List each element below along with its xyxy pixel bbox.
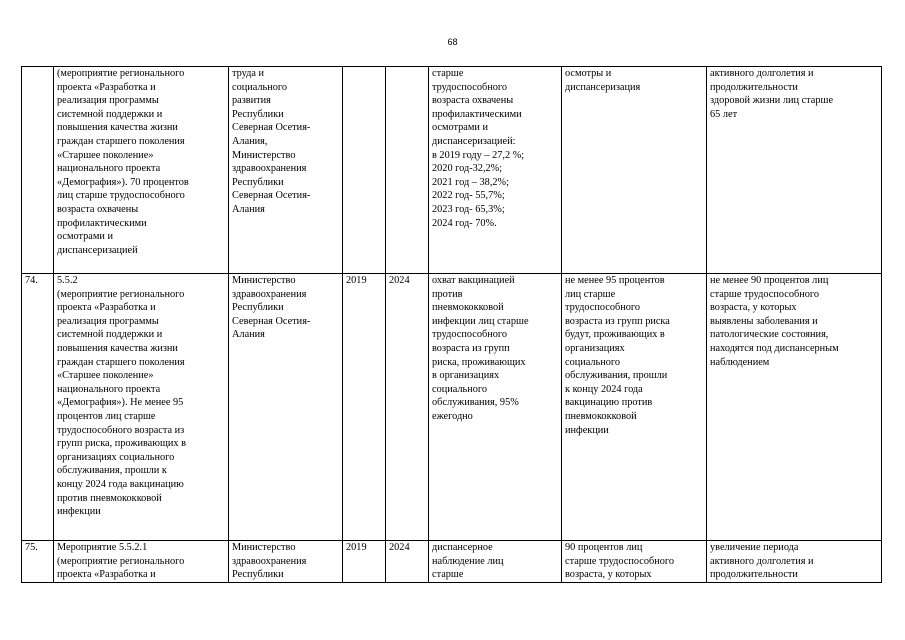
- cell-text-line: (мероприятие регионального: [57, 288, 185, 300]
- cell-text-line: социального: [432, 383, 488, 395]
- measures-table: [21, 66, 882, 583]
- cell-text-line: трудоспособного: [432, 81, 507, 93]
- cell-text-line: диспансеризацией: [57, 244, 138, 256]
- cell-text-line: возраста охвачены: [57, 203, 139, 215]
- cell-event: [54, 541, 229, 583]
- cell-text-line: национального проекта: [57, 163, 161, 175]
- cell-text-line: Северная Осетия-: [232, 122, 311, 134]
- cell-text-line: здравоохранения: [232, 288, 307, 300]
- cell-text-line: пневмококковой: [565, 410, 637, 422]
- cell-text-line: повышения качества жизни: [57, 122, 178, 134]
- cell-text-line: 65 лет: [710, 108, 738, 120]
- cell-text-line: обслуживания, прошли: [565, 370, 668, 382]
- cell-effect: [707, 274, 882, 541]
- cell-text-line: инфекции: [57, 506, 101, 518]
- cell-text-line: граждан старшего поколения: [57, 356, 185, 368]
- cell-text-line: диспансерное: [432, 542, 493, 553]
- cell-start-year: [343, 541, 386, 583]
- cell-text-line: «Старшее поколение»: [57, 149, 154, 161]
- cell-indicator: [429, 67, 562, 274]
- cell-text-line: процентов лиц старше: [57, 410, 156, 422]
- cell-text-line: старше: [432, 569, 464, 581]
- cell-text-line: возраста, у которых: [565, 569, 652, 581]
- cell-text-line: труда и: [232, 68, 265, 79]
- cell-text-line: против: [432, 288, 463, 300]
- cell-text-line: трудоспособного: [565, 302, 640, 314]
- cell-text-line: проекта «Разработка и: [57, 81, 156, 93]
- cell-text-line: в 2019 году – 27,2 %;: [432, 149, 525, 161]
- cell-text: 74.: [25, 275, 38, 286]
- cell-text-line: вакцинацию против: [565, 397, 653, 409]
- cell-text-line: обслуживания, 95%: [432, 397, 519, 409]
- cell-responsible: [229, 274, 343, 541]
- cell-text-line: осмотры и: [565, 68, 612, 79]
- cell-text-line: находятся под диспансерным: [710, 342, 839, 354]
- cell-text-line: старше трудоспособного: [565, 555, 674, 567]
- cell-text-line: диспансеризация: [565, 81, 641, 93]
- cell-text-line: Республики: [232, 176, 284, 188]
- cell-text-line: реализация программы: [57, 315, 159, 327]
- cell-text-line: увеличение периода: [710, 542, 799, 553]
- cell-text-line: развития: [232, 95, 271, 107]
- cell-text-line: ежегодно: [432, 410, 473, 422]
- table-row: [22, 541, 882, 583]
- cell-text: 2024: [389, 542, 410, 553]
- cell-text-line: 90 процентов лиц: [565, 542, 643, 553]
- cell-text-line: возраста из групп: [432, 342, 510, 354]
- cell-text: 2019: [346, 542, 367, 553]
- cell-text-line: 5.5.2: [57, 275, 78, 286]
- cell-number: [22, 541, 54, 583]
- cell-text-line: здравоохранения: [232, 555, 307, 567]
- cell-text-line: лиц старше: [565, 288, 616, 300]
- cell-event: [54, 274, 229, 541]
- cell-text-line: выявлены заболевания и: [710, 315, 818, 327]
- cell-responsible: [229, 67, 343, 274]
- cell-text-line: в организациях: [432, 370, 500, 382]
- cell-text-line: повышения качества жизни: [57, 342, 178, 354]
- cell-text-line: социального: [232, 81, 288, 93]
- cell-end-year: [386, 67, 429, 274]
- cell-event: [54, 67, 229, 274]
- cell-number: [22, 274, 54, 541]
- cell-text-line: активного долголетия и: [710, 555, 814, 567]
- cell-text-line: Алания: [232, 329, 265, 341]
- cell-text-line: возраста, у которых: [710, 302, 797, 314]
- cell-text-line: Министерство: [232, 149, 296, 161]
- cell-text-line: Северная Осетия-: [232, 190, 311, 202]
- cell-text-line: продолжительности: [710, 81, 798, 93]
- cell-text-line: продолжительности: [710, 569, 798, 581]
- cell-text-line: проекта «Разработка и: [57, 569, 156, 581]
- cell-text-line: возраста охвачены: [432, 95, 514, 107]
- cell-text-line: Министерство: [232, 275, 296, 286]
- cell-text-line: патологические состояния,: [710, 329, 829, 341]
- cell-text-line: «Демография»). Не менее 95: [57, 397, 184, 409]
- cell-text-line: реализация программы: [57, 95, 159, 107]
- cell-text-line: к концу 2024 года: [565, 383, 643, 395]
- cell-start-year: [343, 67, 386, 274]
- cell-text-line: 2020 год-32,2%;: [432, 163, 503, 175]
- cell-text-line: Алания: [232, 203, 265, 215]
- cell-text-line: 2023 год- 65,3%;: [432, 203, 505, 215]
- cell-text-line: Министерство: [232, 542, 296, 553]
- cell-text-line: обслуживания, прошли к: [57, 465, 167, 477]
- cell-text-line: Алания,: [232, 135, 268, 147]
- cell-text-line: будут, проживающих в: [565, 329, 665, 341]
- cell-text-line: граждан старшего поколения: [57, 135, 185, 147]
- cell-text-line: (мероприятие регионального: [57, 555, 185, 567]
- cell-result: [562, 541, 707, 583]
- cell-text-line: инфекции лиц старше: [432, 315, 529, 327]
- cell-text-line: системной поддержки и: [57, 108, 163, 120]
- cell-text-line: системной поддержки и: [57, 329, 163, 341]
- cell-text-line: Республики: [232, 108, 284, 120]
- table-row: [22, 67, 882, 274]
- cell-text-line: старше трудоспособного: [710, 288, 819, 300]
- cell-text-line: лиц старше трудоспособного: [57, 190, 185, 202]
- cell-text: 2019: [346, 275, 367, 286]
- cell-text-line: не менее 95 процентов: [565, 275, 665, 286]
- cell-text-line: возраста из групп риска: [565, 315, 670, 327]
- cell-text-line: «Старшее поколение»: [57, 370, 154, 382]
- cell-text-line: охват вакцинацией: [432, 275, 515, 286]
- cell-text-line: против пневмококковой: [57, 492, 162, 504]
- cell-text-line: осмотрами и: [432, 122, 488, 134]
- cell-text-line: 2021 год – 38,2%;: [432, 176, 509, 188]
- cell-end-year: [386, 274, 429, 541]
- cell-text-line: организациях: [565, 342, 625, 354]
- cell-text-line: профилактическими: [432, 108, 522, 120]
- cell-text: 2024: [389, 275, 410, 286]
- cell-text-line: здравоохранения: [232, 163, 307, 175]
- cell-text-line: трудоспособного: [432, 329, 507, 341]
- cell-text-line: трудоспособного возраста из: [57, 424, 185, 436]
- cell-text-line: Мероприятие 5.5.2.1: [57, 542, 148, 553]
- cell-text-line: Республики: [232, 569, 284, 581]
- cell-text-line: пневмококковой: [432, 302, 504, 314]
- cell-indicator: [429, 274, 562, 541]
- cell-text-line: осмотрами и: [57, 231, 113, 243]
- cell-text-line: инфекции: [565, 424, 609, 436]
- cell-text: 75.: [25, 542, 38, 553]
- cell-text-line: организациях социального: [57, 451, 175, 463]
- cell-text-line: национального проекта: [57, 383, 161, 395]
- cell-text-line: профилактическими: [57, 217, 147, 229]
- cell-text-line: «Демография»). 70 процентов: [57, 176, 189, 188]
- cell-text-line: здоровой жизни лиц старше: [710, 95, 834, 107]
- cell-text-line: Северная Осетия-: [232, 315, 311, 327]
- table-row: [22, 274, 882, 541]
- cell-text-line: наблюдением: [710, 356, 770, 368]
- cell-number: [22, 67, 54, 274]
- cell-text-line: старше: [432, 68, 464, 79]
- cell-text-line: риска, проживающих: [432, 356, 526, 368]
- cell-text-line: концу 2024 года вакцинацию: [57, 478, 184, 490]
- cell-text-line: Республики: [232, 302, 284, 314]
- cell-text-line: 2024 год- 70%.: [432, 217, 497, 229]
- cell-text-line: наблюдение лиц: [432, 555, 504, 567]
- cell-result: [562, 67, 707, 274]
- cell-effect: [707, 67, 882, 274]
- cell-responsible: [229, 541, 343, 583]
- cell-text-line: групп риска, проживающих в: [57, 438, 186, 450]
- cell-text-line: 2022 год- 55,7%;: [432, 190, 505, 202]
- cell-start-year: [343, 274, 386, 541]
- cell-text-line: социального: [565, 356, 621, 368]
- cell-result: [562, 274, 707, 541]
- cell-text-line: проекта «Разработка и: [57, 302, 156, 314]
- cell-end-year: [386, 541, 429, 583]
- cell-text-line: (мероприятие регионального: [57, 68, 185, 79]
- cell-text-line: активного долголетия и: [710, 68, 814, 79]
- cell-text-line: не менее 90 процентов лиц: [710, 275, 829, 286]
- page-number: 68: [447, 37, 458, 47]
- cell-indicator: [429, 541, 562, 583]
- cell-text-line: диспансеризацией:: [432, 135, 516, 147]
- cell-effect: [707, 541, 882, 583]
